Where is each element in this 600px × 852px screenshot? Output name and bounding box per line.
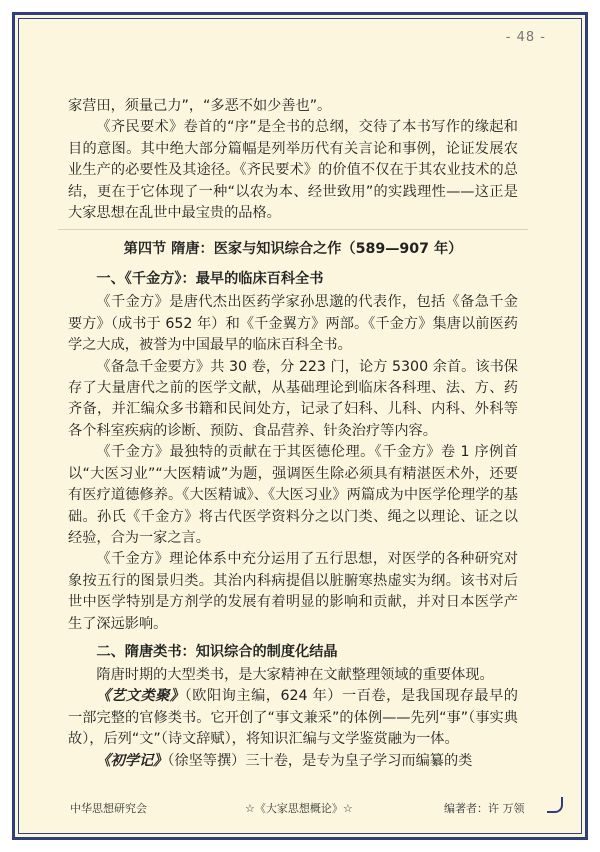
book-title-yiwen: 《艺文类聚》: [96, 688, 185, 705]
footer-organization: 中华思想研究会: [70, 802, 147, 815]
paragraph-chuxueji: [68, 751, 518, 772]
footer-author: 编著者：许 万领: [444, 802, 525, 815]
paragraph-qianjin-2: 《备急千金要方》共 30 卷，分 223 门，论方 5300 余首。该书保存了大量唐代之前的医学文献，从基础理论到临床各科理、法、方、药齐备，并汇编众多书籍和民间处方，记录了妇科、儿科、内科、外科等各个科室疾病的诊断、预防、食品营养、针灸治疗等内容。: [68, 358, 518, 439]
paragraph-qianjin-4: 《千金方》理论体系中充分运用了五行思想，对医学的各种研究对象按五行的图景归类。其治内科病提倡以脏腑寒热虚实为纲。该书对后世中医学特别是方剂学的发展有着明显的影响和贡献，并对日本医学产生了深远影响。: [68, 551, 518, 632]
subsection-heading-leishu: 二、隋唐类书：知识综合的制度化结晶: [96, 643, 338, 660]
paragraph-qianjin-3: 《千金方》最独特的贡献在于其医德伦理。《千金方》卷 1 序例首以“大医习业”“大医精诚”为题，强调医生除必须具有精湛医术外，还要有医疗道德修养。《大医精诚》、《大医习业》两篇成为中医学伦理学的基础。孙氏《千金方》将古代医学资料分之以门类、绳之以理论、证之以经验，合为一家之言。: [68, 444, 518, 546]
book-title-chuxueji: 《初学记》: [96, 752, 168, 769]
section-divider: [58, 229, 528, 230]
page-number: - 48 -: [505, 30, 546, 45]
corner-flourish-icon: [547, 797, 563, 813]
paragraph-qimin-preface: 《齐民要术》卷首的“序”是全书的总纲，交待了本书写作的缘起和目的意图。其中绝大部分篇幅是列举历代有关言论和事例，论证发展农业生产的必要性及其途径。《齐民要术》的价值不仅在于其农业技术的总结，更在于它体现了一种“以农为本、经世致用”的实践理性——这正是大家思想在乱世中最宝贵的品格。: [68, 119, 518, 222]
paragraph-qianjin-1: 《千金方》是唐代杰出医药学家孙思邈的代表作，包括《备急千金要方》（成书于 652 年）和《千金翼方》两部。《千金方》集唐以前医药学之大成，被誉为中国最早的临床百科全书。: [68, 294, 518, 354]
footer-book-title: ☆《大家思想概论》☆: [245, 802, 353, 815]
yiwen-description: （欧阳询主编，624 年）一百卷，是我国现存最早的一部完整的官修类书。它开创了“事文兼采”的体例——先列“事”（事实典故），后列“文”（诗文辞赋），将知识汇编与文学鉴赏融为一体。: [68, 688, 518, 748]
paragraph-continued: 家营田，须量己力”，“多恶不如少善也”。: [68, 98, 332, 114]
page-content: [68, 96, 518, 772]
section-title: 第四节 隋唐：医家与知识综合之作（589—907 年）: [123, 241, 463, 258]
paragraph-leishu-intro: 隋唐时期的大型类书，是大家精神在文献整理领域的重要体现。: [96, 666, 494, 683]
paragraph-yiwen-leiju: [68, 686, 518, 750]
subsection-heading-qianjin: 一、《千金方》：最早的临床百科全书: [96, 271, 324, 288]
chuxueji-description: （徐坚等撰）三十卷，是专为皇子学习而编纂的类: [167, 752, 473, 769]
